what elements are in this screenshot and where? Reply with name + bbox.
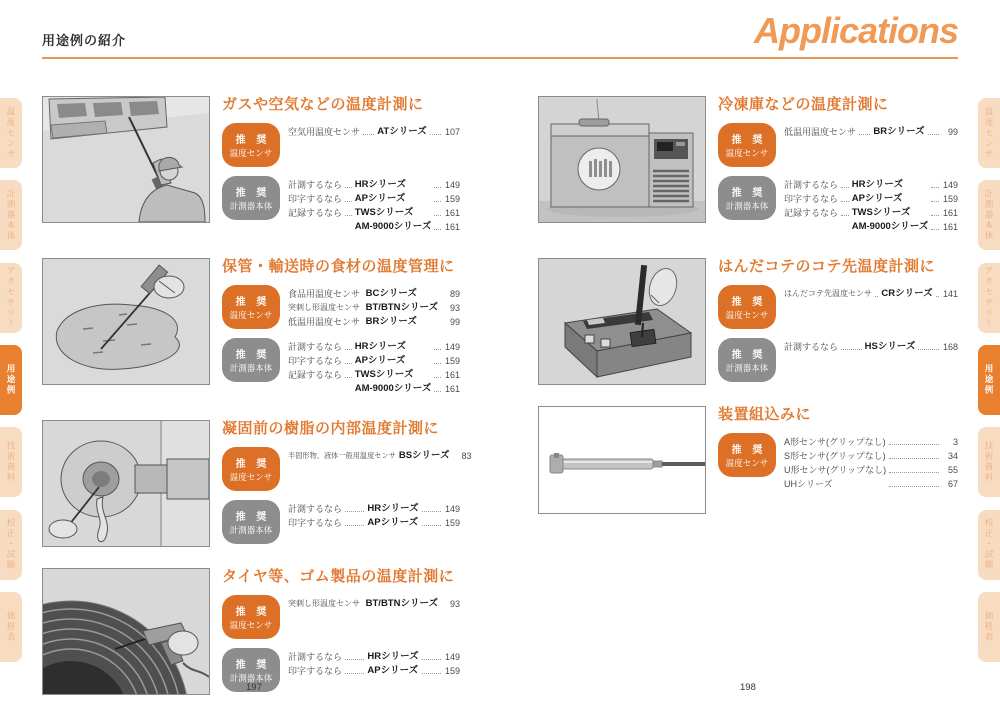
dot-leader [859, 134, 870, 135]
row-series: HRシリーズ [851, 179, 903, 190]
instrument-rows [288, 648, 460, 678]
recommended-instrument-group [222, 500, 460, 544]
dot-leader [345, 201, 352, 202]
dot-leader [422, 673, 441, 674]
dot-leader [434, 215, 441, 216]
row-label: はんだコテ先温度センサ [784, 289, 872, 298]
sensor-rows [784, 123, 958, 139]
illustration-tire-probe [42, 568, 210, 695]
dot-leader [931, 229, 939, 230]
row-label: 計測するなら [784, 342, 839, 352]
badge-recommend-label: 推 奨 [731, 297, 767, 308]
tab-pricelist: 価格表 [0, 592, 22, 662]
badge-instrument-label: 計測器本体 [229, 525, 273, 535]
row-series: BSシリーズ [398, 450, 450, 461]
dot-leader [434, 391, 441, 392]
recommended-sensor-badge [222, 123, 280, 167]
instrument-rows [288, 176, 460, 234]
recommended-instrument-group [222, 338, 460, 396]
dot-leader [422, 525, 441, 526]
section-food-storage [42, 258, 460, 405]
tab-instrument: 計測器本体 [0, 180, 22, 250]
row-series: TWSシリーズ [851, 207, 911, 218]
dot-leader [434, 363, 441, 364]
tab-sensor: 温度センサ [0, 98, 22, 168]
section-heading: ガスや空気などの温度計測に [222, 96, 424, 113]
row-label: 食品用温度センサ [288, 289, 361, 299]
row-series: APシリーズ [367, 517, 419, 528]
dot-leader [345, 525, 364, 526]
tab-calibration: 校正・試験 [978, 510, 1000, 580]
row-page: 149 [444, 342, 460, 352]
row-page: 161 [444, 208, 460, 218]
illustration-probe-sensor [538, 406, 706, 514]
row-label: 突刺し形温度センサ [288, 303, 360, 312]
badge-instrument-label: 計測器本体 [229, 363, 273, 373]
row-label: 記録するなら [784, 208, 839, 218]
recommended-sensor-badge [718, 285, 776, 329]
dot-leader [889, 458, 939, 459]
row-page: 149 [444, 652, 460, 662]
instrument-rows [288, 500, 460, 530]
badge-sensor-label: 温度センサ [229, 620, 273, 630]
dot-leader [936, 296, 939, 297]
row-page: 159 [444, 666, 460, 676]
row-page: 161 [942, 222, 958, 232]
row-series: APシリーズ [354, 193, 406, 204]
dot-leader [345, 659, 364, 660]
tab-instrument: 計測器本体 [978, 180, 1000, 250]
row-label: U形センサ(グリップなし) [784, 465, 887, 475]
dot-leader [928, 134, 939, 135]
tab-applications-active: 用途例 [978, 345, 1000, 415]
tab-sensor: 温度センサ [978, 98, 1000, 168]
tab-applications-active: 用途例 [0, 345, 22, 415]
dot-leader [422, 659, 441, 660]
sensor-rows [288, 447, 472, 463]
row-page: 34 [947, 451, 958, 461]
recommended-instrument-badge [222, 176, 280, 220]
row-page: 141 [942, 289, 958, 299]
row-page: 159 [444, 194, 460, 204]
row-page: 159 [444, 518, 460, 528]
badge-sensor-label: 温度センサ [229, 310, 273, 320]
dot-leader [422, 511, 441, 512]
dot-leader [430, 134, 441, 135]
dot-leader [345, 377, 352, 378]
row-series: BT/BTNシリーズ [365, 598, 438, 609]
tab-pricelist: 価格表 [978, 592, 1000, 662]
row-label: 印字するなら [288, 666, 343, 676]
tab-accessory: アクセサリー [978, 263, 1000, 333]
page-number-right: 198 [740, 682, 756, 693]
row-series: AM-9000シリーズ [354, 221, 432, 232]
recommended-sensor-badge [222, 285, 280, 329]
row-page: 161 [444, 222, 460, 232]
row-series: AM-9000シリーズ [354, 383, 432, 394]
row-label: 計測するなら [288, 180, 343, 190]
row-series: HRシリーズ [354, 341, 406, 352]
recommended-instrument-badge [222, 500, 280, 544]
illustration-freezer [538, 96, 706, 223]
row-page: 161 [942, 208, 958, 218]
section-heading: 保管・輸送時の食材の温度管理に [222, 258, 455, 275]
row-page: 93 [449, 599, 460, 609]
row-label: 印字するなら [784, 194, 839, 204]
badge-recommend-label: 推 奨 [235, 188, 271, 199]
section-soldering-iron [538, 258, 958, 391]
badge-sensor-label: 温度センサ [725, 458, 769, 468]
recommended-sensor-badge [718, 433, 776, 477]
row-series: AM-9000シリーズ [851, 221, 929, 232]
instrument-rows [784, 338, 958, 354]
row-label [288, 220, 342, 234]
row-page: 107 [444, 127, 460, 137]
dot-leader [931, 187, 939, 188]
row-series: TWSシリーズ [354, 207, 414, 218]
row-page: 149 [444, 180, 460, 190]
instrument-rows [784, 176, 958, 234]
section-heading: 凝固前の樹脂の内部温度計測に [222, 420, 440, 437]
badge-sensor-label: 温度センサ [725, 148, 769, 158]
illustration-food-probe [42, 258, 210, 385]
recommended-sensor-group [718, 433, 958, 491]
row-series: HRシリーズ [354, 179, 406, 190]
tab-calibration: 校正・試験 [0, 510, 22, 580]
dot-leader [841, 215, 849, 216]
illustration-solder-tester [538, 258, 706, 385]
badge-recommend-label: 推 奨 [731, 135, 767, 146]
recommended-instrument-group [718, 176, 958, 234]
badge-sensor-label: 温度センサ [725, 310, 769, 320]
recommended-instrument-badge [222, 338, 280, 382]
dot-leader [931, 201, 939, 202]
dot-leader [931, 215, 939, 216]
row-label: 低温用温度センサ [784, 127, 857, 137]
tab-accessory: アクセサリー [0, 263, 22, 333]
row-label: S形センサ(グリップなし) [784, 451, 886, 461]
badge-instrument-label: 計測器本体 [725, 363, 769, 373]
row-page: 99 [449, 317, 460, 327]
tab-technical: 技術資料 [0, 427, 22, 497]
dot-leader [345, 363, 352, 364]
recommended-sensor-badge [718, 123, 776, 167]
section-heading: 装置組込みに [718, 406, 812, 423]
badge-recommend-label: 推 奨 [235, 607, 271, 618]
row-label: 記録するなら [288, 370, 343, 380]
row-label: 記録するなら [288, 208, 343, 218]
recommended-instrument-badge [718, 338, 776, 382]
dot-leader [434, 201, 441, 202]
dot-leader [363, 134, 374, 135]
badge-recommend-label: 推 奨 [731, 445, 767, 456]
recommended-instrument-group [222, 176, 460, 234]
row-label: 印字するなら [288, 518, 343, 528]
row-label: 突刺し形温度センサ [288, 599, 360, 608]
row-label: 計測するなら [288, 504, 343, 514]
row-series: APシリーズ [354, 355, 406, 366]
row-page: 93 [449, 303, 460, 313]
row-page: 168 [942, 342, 958, 352]
left-page [42, 96, 472, 716]
sensor-rows [288, 123, 460, 139]
row-series: BRシリーズ [873, 126, 925, 137]
row-series: HRシリーズ [367, 503, 419, 514]
tab-technical: 技術資料 [978, 427, 1000, 497]
header-rule [42, 57, 958, 59]
row-series: BCシリーズ [365, 288, 417, 299]
row-series: APシリーズ [851, 193, 903, 204]
row-page: 149 [444, 504, 460, 514]
row-page: 89 [449, 289, 460, 299]
row-page: 159 [444, 356, 460, 366]
row-series: ATシリーズ [377, 126, 427, 137]
dot-leader [889, 444, 939, 445]
recommended-sensor-group [222, 447, 472, 491]
recommended-sensor-group [222, 285, 460, 329]
dot-leader [434, 377, 441, 378]
row-label: 低温用温度センサ [288, 317, 361, 327]
badge-recommend-label: 推 奨 [235, 135, 271, 146]
sensor-rows [288, 595, 460, 611]
row-label: UHシリーズ [784, 479, 833, 489]
recommended-sensor-group [718, 123, 958, 167]
page-title: 用途例の紹介 [42, 33, 127, 48]
recommended-instrument-group [718, 338, 958, 382]
section-heading: タイヤ等、ゴム製品の温度計測に [222, 568, 455, 585]
row-label [288, 382, 342, 396]
recommended-sensor-badge [222, 447, 280, 491]
dot-leader [918, 349, 939, 350]
recommended-sensor-group [222, 123, 460, 167]
row-series: APシリーズ [367, 665, 419, 676]
badge-sensor-label: 温度センサ [229, 472, 273, 482]
badge-recommend-label: 推 奨 [235, 660, 271, 671]
illustration-ceiling-vent [42, 96, 210, 223]
row-label: 空気用温度センサ [288, 127, 361, 137]
badge-recommend-label: 推 奨 [731, 188, 767, 199]
recommended-sensor-badge [222, 595, 280, 639]
row-page: 161 [444, 370, 460, 380]
recommended-sensor-group [718, 285, 958, 329]
row-series: BRシリーズ [365, 316, 417, 327]
badge-sensor-label: 温度センサ [229, 148, 273, 158]
badge-recommend-label: 推 奨 [731, 350, 767, 361]
row-label: 計測するなら [784, 180, 839, 190]
sensor-rows [784, 433, 958, 491]
row-series: TWSシリーズ [354, 369, 414, 380]
row-page: 99 [947, 127, 958, 137]
side-tabs-right [978, 98, 1000, 662]
row-label: A形センサ(グリップなし) [784, 437, 886, 447]
row-series: BT/BTNシリーズ [365, 302, 438, 313]
row-series: CRシリーズ [881, 288, 933, 299]
row-page: 55 [947, 465, 958, 475]
row-page: 67 [947, 479, 958, 489]
section-resin [42, 420, 472, 553]
row-series: HSシリーズ [864, 341, 916, 352]
row-page: 3 [952, 437, 958, 447]
instrument-rows [288, 338, 460, 396]
page-title-english: Applications [753, 10, 958, 51]
dot-leader [345, 511, 364, 512]
side-tabs-left [0, 98, 22, 662]
section-built-in [538, 406, 958, 514]
section-gas-air [42, 96, 460, 243]
badge-instrument-label: 計測器本体 [229, 673, 273, 683]
dot-leader [841, 187, 849, 188]
row-label: 半固形物、液体一般用温度センサ [288, 451, 396, 460]
recommended-instrument-badge [718, 176, 776, 220]
section-heading: 冷凍庫などの温度計測に [718, 96, 889, 113]
badge-recommend-label: 推 奨 [235, 459, 271, 470]
dot-leader [345, 349, 352, 350]
dot-leader [345, 187, 352, 188]
dot-leader [434, 229, 441, 230]
right-page [538, 96, 958, 529]
row-series: HRシリーズ [367, 651, 419, 662]
section-freezer [538, 96, 958, 243]
row-label: 計測するなら [288, 652, 343, 662]
page-number-left: 197 [246, 682, 262, 693]
row-page: 161 [444, 384, 460, 394]
dot-leader [889, 486, 939, 487]
dot-leader [889, 472, 939, 473]
row-page: 149 [942, 180, 958, 190]
recommended-sensor-group [222, 595, 460, 639]
badge-instrument-label: 計測器本体 [725, 201, 769, 211]
badge-recommend-label: 推 奨 [235, 350, 271, 361]
row-label: 印字するなら [288, 356, 343, 366]
sensor-rows [288, 285, 460, 329]
dot-leader [841, 201, 849, 202]
dot-leader [434, 349, 441, 350]
dot-leader [841, 349, 862, 350]
row-label [784, 220, 838, 234]
dot-leader [345, 215, 352, 216]
illustration-resin-disc [42, 420, 210, 547]
row-page: 83 [461, 451, 472, 461]
dot-leader [345, 673, 364, 674]
row-page: 159 [942, 194, 958, 204]
row-label: 計測するなら [288, 342, 343, 352]
dot-leader [434, 187, 441, 188]
badge-recommend-label: 推 奨 [235, 297, 271, 308]
badge-instrument-label: 計測器本体 [229, 201, 273, 211]
dot-leader [875, 296, 878, 297]
row-label: 印字するなら [288, 194, 343, 204]
badge-recommend-label: 推 奨 [235, 512, 271, 523]
sensor-rows [784, 285, 958, 301]
section-heading: はんだコテのコテ先温度計測に [718, 258, 936, 275]
